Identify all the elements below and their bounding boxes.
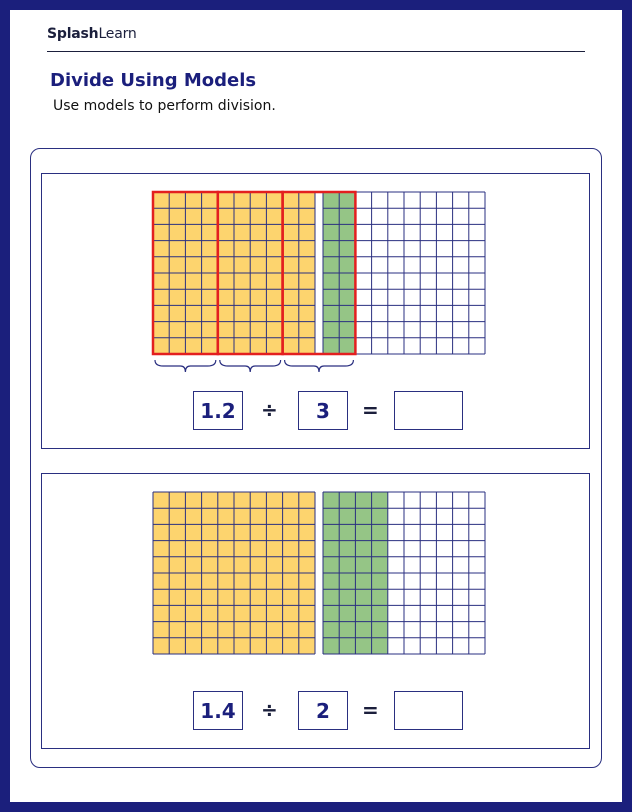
worksheet-instructions: Use models to perform division.: [53, 98, 276, 114]
brand-logo: SplashLearn: [47, 26, 137, 42]
dividend-box-1: 1.2: [193, 391, 243, 430]
hundred-grid-model-2: [42, 474, 591, 674]
group-brace: [220, 360, 281, 372]
divisor-box-2: 2: [298, 691, 348, 730]
dividend-box-2: 1.4: [193, 691, 243, 730]
hundred-grid-1b: [323, 192, 485, 354]
header-divider: [47, 51, 585, 52]
group-brace: [285, 360, 354, 372]
answer-box-1[interactable]: [394, 391, 463, 430]
hundred-grid-2a: [153, 492, 315, 654]
problems-container: [30, 148, 602, 768]
problem-panel-2: [41, 473, 590, 749]
hundred-grid-model-1: [42, 174, 591, 384]
hundred-grid-2b: [323, 492, 485, 654]
group-brace: [155, 360, 216, 372]
hundred-grid-1a: [153, 192, 315, 354]
equals-symbol-2: =: [362, 698, 379, 722]
problem-panel-1: [41, 173, 590, 449]
divide-symbol-2: ÷: [261, 698, 278, 722]
divisor-box-1: 3: [298, 391, 348, 430]
worksheet-title: Divide Using Models: [50, 70, 257, 91]
divide-symbol-1: ÷: [261, 398, 278, 422]
answer-box-2[interactable]: [394, 691, 463, 730]
equals-symbol-1: =: [362, 398, 379, 422]
